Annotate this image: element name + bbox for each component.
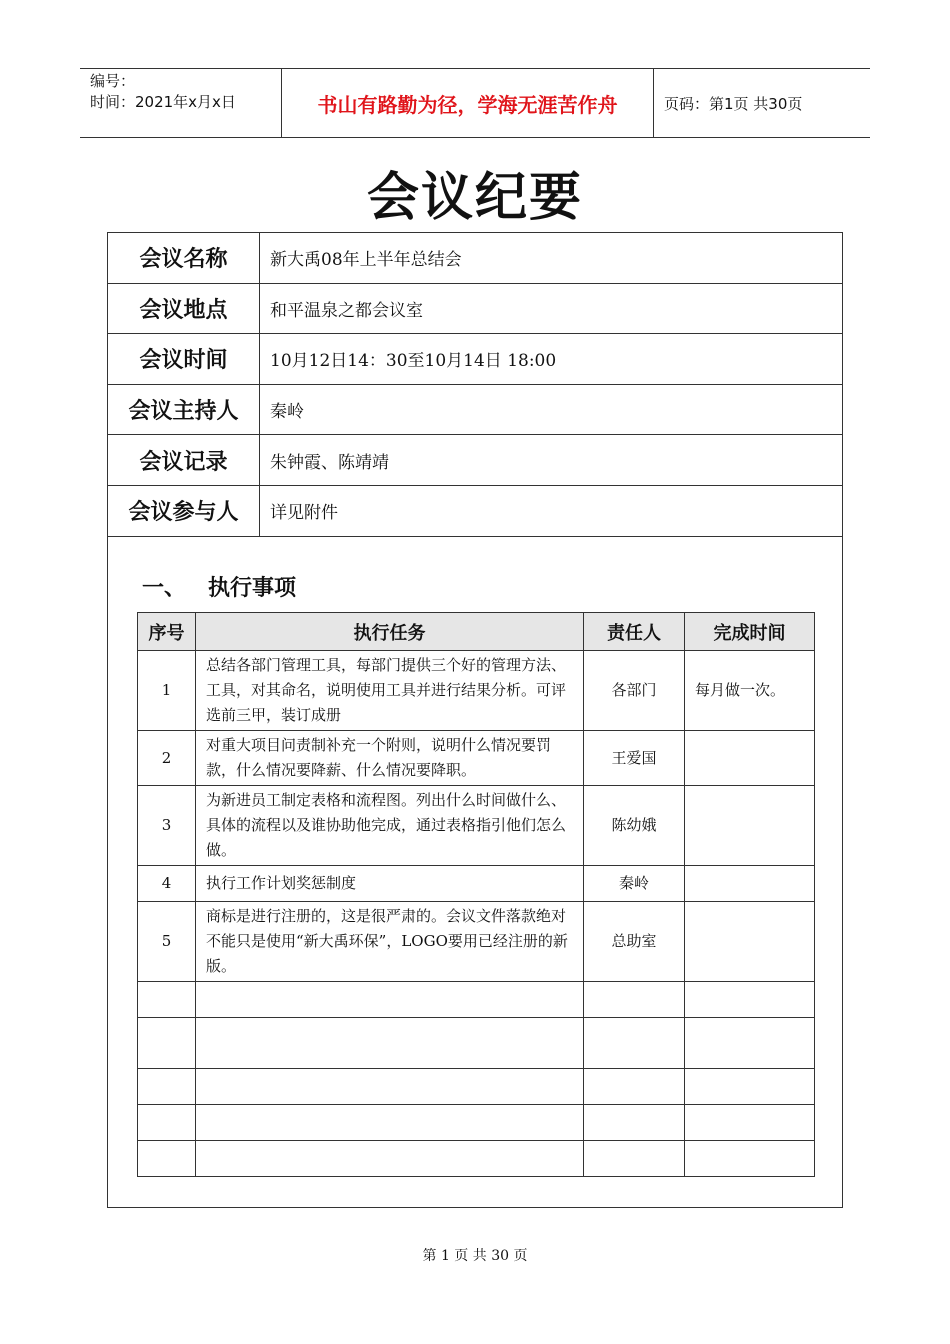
header-page-info: 页码：第1页 共30页 [664, 94, 803, 113]
column-header-task: 执行任务 [196, 613, 584, 651]
task-description: 执行工作计划奖惩制度 [196, 866, 584, 902]
task-owner: 秦岭 [584, 866, 685, 902]
info-row-time [108, 334, 842, 385]
document-number: 编号： [90, 72, 136, 90]
task-owner [584, 1069, 685, 1105]
info-row-host [108, 385, 842, 436]
task-deadline: 每月做一次。 [685, 651, 815, 731]
table-row [138, 1018, 815, 1069]
info-label: 会议名称 [108, 233, 260, 283]
info-value: 详见附件 [270, 503, 338, 524]
table-row [138, 982, 815, 1018]
info-label: 会议地点 [108, 284, 260, 334]
task-description: 对重大项目问责制补充一个附则，说明什么情况要罚款，什么情况要降薪、什么情况要降职。 [196, 731, 584, 786]
task-deadline [685, 1105, 815, 1141]
column-header-owner: 责任人 [584, 613, 685, 651]
task-deadline [685, 902, 815, 982]
info-label: 会议时间 [108, 334, 260, 384]
task-number [138, 1105, 196, 1141]
info-row-location [108, 284, 842, 335]
section-title: 执行事项 [208, 576, 297, 601]
task-description: 商标是进行注册的，这是很严肃的。会议文件落款绝对不能只是使用“新大禹环保”，LOGO要用已经注册的新版。 [196, 902, 584, 982]
task-number [138, 1069, 196, 1105]
task-owner: 总助室 [584, 902, 685, 982]
task-deadline [685, 731, 815, 786]
info-label: 会议记录 [108, 435, 260, 485]
table-row [138, 651, 815, 731]
task-table [137, 612, 815, 1177]
task-number [138, 1141, 196, 1177]
info-value: 新大禹08年上半年总结会 [270, 250, 462, 271]
info-value: 10月12日14：30至10月14日 18:00 [270, 351, 557, 372]
info-row-name [108, 233, 842, 284]
table-row [138, 1141, 815, 1177]
column-header-deadline: 完成时间 [685, 613, 815, 651]
task-owner [584, 1105, 685, 1141]
task-number [138, 982, 196, 1018]
task-number: 3 [138, 786, 196, 866]
task-description: 总结各部门管理工具，每部门提供三个好的管理方法、工具，对其命名，说明使用工具并进行结果分析。可评选前三甲，装订成册 [196, 651, 584, 731]
task-description [196, 1018, 584, 1069]
header-meta [80, 69, 282, 137]
task-owner [584, 1018, 685, 1069]
table-row [138, 731, 815, 786]
task-description [196, 1105, 584, 1141]
task-deadline [685, 1069, 815, 1105]
info-value: 和平温泉之都会议室 [270, 300, 423, 321]
document-title: 会议纪要 [366, 168, 583, 228]
task-table-header [138, 613, 815, 651]
task-number: 2 [138, 731, 196, 786]
task-deadline [685, 1018, 815, 1069]
section-heading [142, 571, 318, 602]
page-footer: 第 1 页 共 30 页 [422, 1248, 528, 1264]
task-owner: 王爱国 [584, 731, 685, 786]
table-row [138, 902, 815, 982]
info-value: 朱钟霞、陈靖靖 [270, 452, 389, 473]
column-header-number: 序号 [138, 613, 196, 651]
task-owner [584, 982, 685, 1018]
task-description: 为新进员工制定表格和流程图。列出什么时间做什么、具体的流程以及谁协助他完成，通过表格指引他们怎么做。 [196, 786, 584, 866]
info-row-recorder [108, 435, 842, 486]
task-owner: 各部门 [584, 651, 685, 731]
header-motto: 书山有路勤为径，学海无涯苦作舟 [282, 69, 654, 137]
task-description [196, 1141, 584, 1177]
info-label: 会议主持人 [108, 385, 260, 435]
task-number [138, 1018, 196, 1069]
task-number: 5 [138, 902, 196, 982]
task-description [196, 1069, 584, 1105]
info-label: 会议参与人 [108, 486, 260, 536]
section-number: 一、 [142, 576, 187, 601]
task-deadline [685, 982, 815, 1018]
page-header [80, 68, 870, 138]
info-row-participants [108, 486, 842, 537]
task-description [196, 982, 584, 1018]
task-number: 1 [138, 651, 196, 731]
task-owner: 陈幼娥 [584, 786, 685, 866]
document-date: 时间：2021年x月x日 [90, 93, 236, 111]
table-row [138, 866, 815, 902]
table-row [138, 786, 815, 866]
task-number: 4 [138, 866, 196, 902]
task-owner [584, 1141, 685, 1177]
task-deadline [685, 786, 815, 866]
task-deadline [685, 866, 815, 902]
table-row [138, 1105, 815, 1141]
table-row [138, 1069, 815, 1105]
info-value: 秦岭 [270, 402, 304, 423]
task-deadline [685, 1141, 815, 1177]
